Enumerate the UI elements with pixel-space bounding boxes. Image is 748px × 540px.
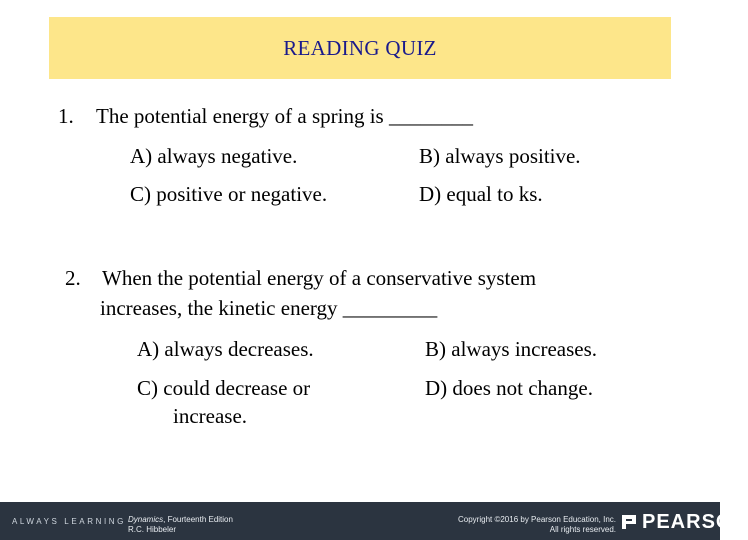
q2-text-line2: increases, the kinetic energy _________ — [100, 296, 438, 320]
q2-number: 2. — [65, 266, 81, 290]
q1-number: 1. — [58, 104, 74, 128]
always-learning-label: ALWAYS LEARNING — [12, 517, 126, 526]
q2-option-b: B) always increases. — [425, 337, 598, 361]
pearson-brand-label: PEARSON — [642, 511, 748, 533]
pearson-logo-icon — [621, 514, 637, 530]
q1-option-c: C) positive or negative. — [130, 182, 328, 206]
book-edition: , Fourteenth Edition — [163, 515, 233, 524]
q2-option-a: A) always decreases. — [137, 337, 314, 361]
copyright-line2: All rights reserved. — [549, 525, 616, 534]
book-info — [128, 515, 233, 535]
q2-option-c-line2: increase. — [173, 404, 248, 428]
footer-bar — [0, 502, 748, 540]
q1-option-b: B) always positive. — [419, 144, 581, 168]
book-title: Dynamics — [128, 515, 164, 524]
q2-option-c-line1: C) could decrease or — [137, 376, 311, 400]
slide-title: READING QUIZ — [283, 35, 437, 60]
q2-text-line1: When the potential energy of a conservative system — [102, 266, 537, 290]
q1-option-a: A) always negative. — [130, 144, 298, 168]
q1-text: The potential energy of a spring is ________ — [96, 104, 473, 128]
copyright-line1: Copyright ©2016 by Pearson Education, Inc. — [458, 515, 616, 524]
book-title-line — [128, 515, 233, 525]
q1-option-d: D) equal to ks. — [419, 182, 543, 206]
q2-option-d: D) does not change. — [425, 376, 593, 400]
book-author: R.C. Hibbeler — [128, 525, 177, 534]
copyright-notice — [458, 515, 616, 535]
title-bar — [49, 17, 671, 79]
